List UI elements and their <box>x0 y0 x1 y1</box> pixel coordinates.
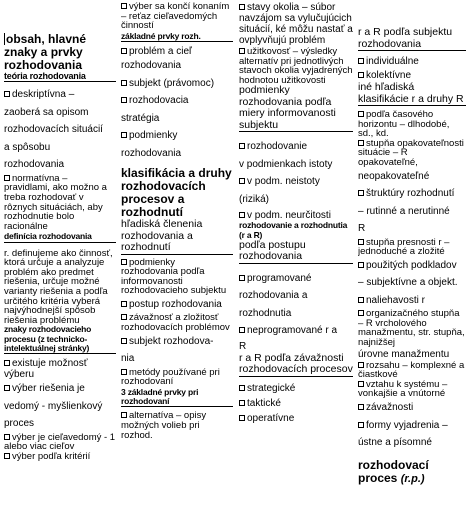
heading-process-features: znaky rozhodovacieho procesu (z technicko-intelektuálnej stránky) <box>4 325 116 354</box>
checkbox-icon <box>358 362 364 368</box>
list-item-line: – rutinné a nerutinné <box>358 205 450 217</box>
checkbox-icon <box>4 385 10 391</box>
checkbox-icon <box>358 381 364 387</box>
checkbox-icon <box>239 212 245 218</box>
checkbox-icon <box>4 360 10 366</box>
checkbox-icon <box>4 91 10 97</box>
column-2 <box>121 2 233 522</box>
list-item-line: – subjektívne a objekt. <box>358 277 458 289</box>
list-item-line: neopakovateľné <box>358 170 430 182</box>
checkbox-icon <box>121 132 127 138</box>
checkbox-icon <box>358 190 364 196</box>
list-item-line: nia <box>121 353 135 365</box>
checkbox-icon <box>358 239 364 245</box>
checkbox-icon <box>239 327 245 333</box>
heading-by-subject: r a R podľa subjektu rozhodovania <box>358 27 466 51</box>
checkbox-icon <box>239 178 245 184</box>
list-item-line: (riziká) <box>239 193 269 205</box>
section-title-line3: rozhodovania <box>4 58 83 72</box>
list-item: podmienky <box>121 127 233 145</box>
checkbox-icon <box>121 97 127 103</box>
list-item: užitkovosť – výsledky alternatív pri jednotlivých stavoch okolia vyjadrených hodnotou užitkovosti <box>239 46 353 86</box>
list-item: rozhodovacia <box>121 92 233 110</box>
list-item: stavy okolia – súbor navzájom sa vylučujúcich situácií, ké môžu nastať a ovplyvňujú problém <box>239 2 353 46</box>
abbreviation-rp: (r.p.) <box>400 472 425 485</box>
checkbox-icon <box>239 4 245 10</box>
list-item-line: R <box>358 223 366 235</box>
checkbox-icon <box>121 259 127 265</box>
heading-decision-process-line2: proces (r.p.) <box>358 470 425 485</box>
checkbox-icon <box>121 369 127 375</box>
list-item: strategické <box>239 381 353 396</box>
list-item: podmienky rozhodovania podľa informovanosti rozhodovacieho subjektu <box>121 256 227 297</box>
checkbox-icon <box>358 310 364 316</box>
list-item: závažnosť a zložitosť rozhodovacích problémov <box>121 312 230 334</box>
checkbox-icon <box>121 412 127 418</box>
checkbox-icon <box>121 3 127 9</box>
list-item: taktické <box>239 396 353 411</box>
column-4 <box>358 27 466 522</box>
heading-definition: definícia rozhodovania <box>4 232 116 242</box>
list-item: postup rozhodovania <box>121 296 233 314</box>
list-item: výber podľa kritérií <box>4 452 116 462</box>
checkbox-icon <box>121 314 127 320</box>
list-item-line: R <box>239 340 247 352</box>
list-item-line: úrovne manažmentu <box>358 348 450 360</box>
checkbox-icon <box>4 453 10 459</box>
list-item: deskriptívna – <box>4 86 116 104</box>
heading-by-importance: r a R podľa závažnosti rozhodovacích procesov <box>239 351 353 376</box>
checkbox-icon <box>358 262 364 268</box>
heading-three-elements: 3 základné prvky pri rozhodovaní <box>121 388 233 408</box>
checkbox-icon <box>121 338 127 344</box>
list-item-line: rozhodnutia <box>239 307 292 319</box>
checkbox-icon <box>239 415 245 421</box>
heading-basic-elements: základné prvky rozh. <box>121 32 233 42</box>
list-item-line: zaoberá sa opisom <box>4 106 89 118</box>
list-item-line: ústne a písomné <box>358 437 432 448</box>
text-cursor <box>4 33 5 45</box>
subheading-criteria: hľadiská členenia rozhodovania a rozhodnutí <box>121 219 233 255</box>
list-item: operatívne <box>239 411 353 426</box>
checkbox-icon <box>4 175 10 181</box>
list-item: výber sa končí konaním – reťaz cieľavedomých činností <box>121 2 230 32</box>
list-item-line: vedomý - myšlienkový <box>4 400 103 412</box>
heading-other-criteria: iné hľadiská klasifikácie r a druhy R <box>358 82 466 106</box>
list-item: neprogramované r a <box>239 322 353 340</box>
list-item: alternatíva – opisy možných volieb pri rozhod. <box>121 410 207 441</box>
checkbox-icon <box>358 297 364 303</box>
list-item: výber riešenia je <box>4 380 116 398</box>
checkbox-icon <box>4 434 10 440</box>
column-3 <box>239 2 353 522</box>
definition-text: r. definujeme ako činnosť, ktorá určuje a analyzuje problém ako predmet riešenia, určuje možné varianty riešenia a podľa určitého kritéria vyberá najvýhodnejší spôsob riešenia problému <box>4 247 113 326</box>
list-item: v podm. neurčitosti <box>239 210 353 221</box>
list-item: problém a cieľ <box>121 46 233 57</box>
list-item: individuálne <box>358 55 466 69</box>
checkbox-icon <box>358 58 364 64</box>
list-item: formy vyjadrenia – <box>358 417 466 435</box>
list-item: existuje možnosť výberu <box>4 358 88 381</box>
checkbox-icon <box>358 111 364 117</box>
list-item-line: rozhodovania <box>4 159 65 171</box>
list-item: rozhodovanie <box>239 138 353 156</box>
list-item: podľa časového horizontu – dlhodobé, sd., kd. <box>358 109 450 140</box>
subtitle-decision-theory: teória rozhodovania <box>4 72 116 82</box>
list-item-line: rozhodovania a <box>239 290 308 302</box>
column-1 <box>4 33 116 522</box>
heading-information-conditions: podmienky rozhodovania podľa miery informovanosti subjektu <box>239 85 353 132</box>
list-item-line: proces <box>4 418 35 430</box>
list-item: vztahu k systému – vonkajšie a vnútorné <box>358 378 448 400</box>
list-item: subjekt (právomoc) <box>121 75 233 93</box>
list-item: organizačného stupňa – R vrcholového manažmentu, str. stupňa, najnižšej <box>358 308 465 349</box>
list-item-line: v podmienkach istoty <box>239 158 333 170</box>
checkbox-icon <box>239 48 245 54</box>
list-item-line: rozhodovania <box>121 60 182 72</box>
list-item-line: a spôsobu <box>4 141 51 153</box>
list-item: závažnosti <box>358 399 466 417</box>
list-item: normatívna – pravidlami, ako možno a treba rozhodovať v rôznych situáciách, aby rozhodnutie bolo racionálne <box>4 172 107 232</box>
list-item: naliehavosti r <box>358 292 466 310</box>
checkbox-icon <box>239 275 245 281</box>
section-title: obsah, hlavné <box>6 33 87 46</box>
checkbox-icon <box>239 385 245 391</box>
section-title-line2: znaky a prvky <box>4 45 83 59</box>
list-item: subjekt rozhodova- <box>121 333 233 351</box>
list-item-line: rozhodovania <box>121 147 182 159</box>
checkbox-icon <box>121 48 127 54</box>
subheading-by-procedure: podľa postupu rozhodovania <box>239 240 353 264</box>
checkbox-icon <box>121 301 127 307</box>
list-item: štruktúry rozhodnutí <box>358 185 466 203</box>
checkbox-icon <box>358 404 364 410</box>
checkbox-icon <box>358 72 364 78</box>
list-item: výber je cieľavedomý - 1 alebo viac cieľov <box>4 431 116 453</box>
list-item: použitých podkladov <box>358 257 466 275</box>
checkbox-icon <box>239 143 245 149</box>
checkbox-icon <box>358 422 364 428</box>
heading-decision-process: rozhodovací <box>358 457 429 472</box>
list-item: stupňa opakovateľnosti situácie – R opakovateľné, <box>358 137 464 168</box>
heading-decisions-r-a-r: rozhodovanie a rozhodnutia (r a R) <box>239 220 348 240</box>
checkbox-icon <box>239 400 245 406</box>
list-item: rozsahu – komplexné a čiastkové <box>358 359 465 381</box>
list-item: programované <box>239 270 353 288</box>
list-item: metódy používané pri rozhodovaní <box>121 366 220 388</box>
list-item: kolektívne <box>358 69 466 82</box>
checkbox-icon <box>358 140 364 146</box>
list-item-line: stratégia <box>121 112 160 124</box>
list-item-line: rozhodovacích situácií <box>4 124 103 136</box>
list-item: v podm. neistoty <box>239 173 353 191</box>
checkbox-icon <box>121 80 127 86</box>
list-item: stupňa presnosti r – jednoduché a zložité <box>358 236 450 258</box>
heading-classification: klasifikácia a druhy rozhodovacích procesov a rozhodnutí <box>121 166 232 220</box>
